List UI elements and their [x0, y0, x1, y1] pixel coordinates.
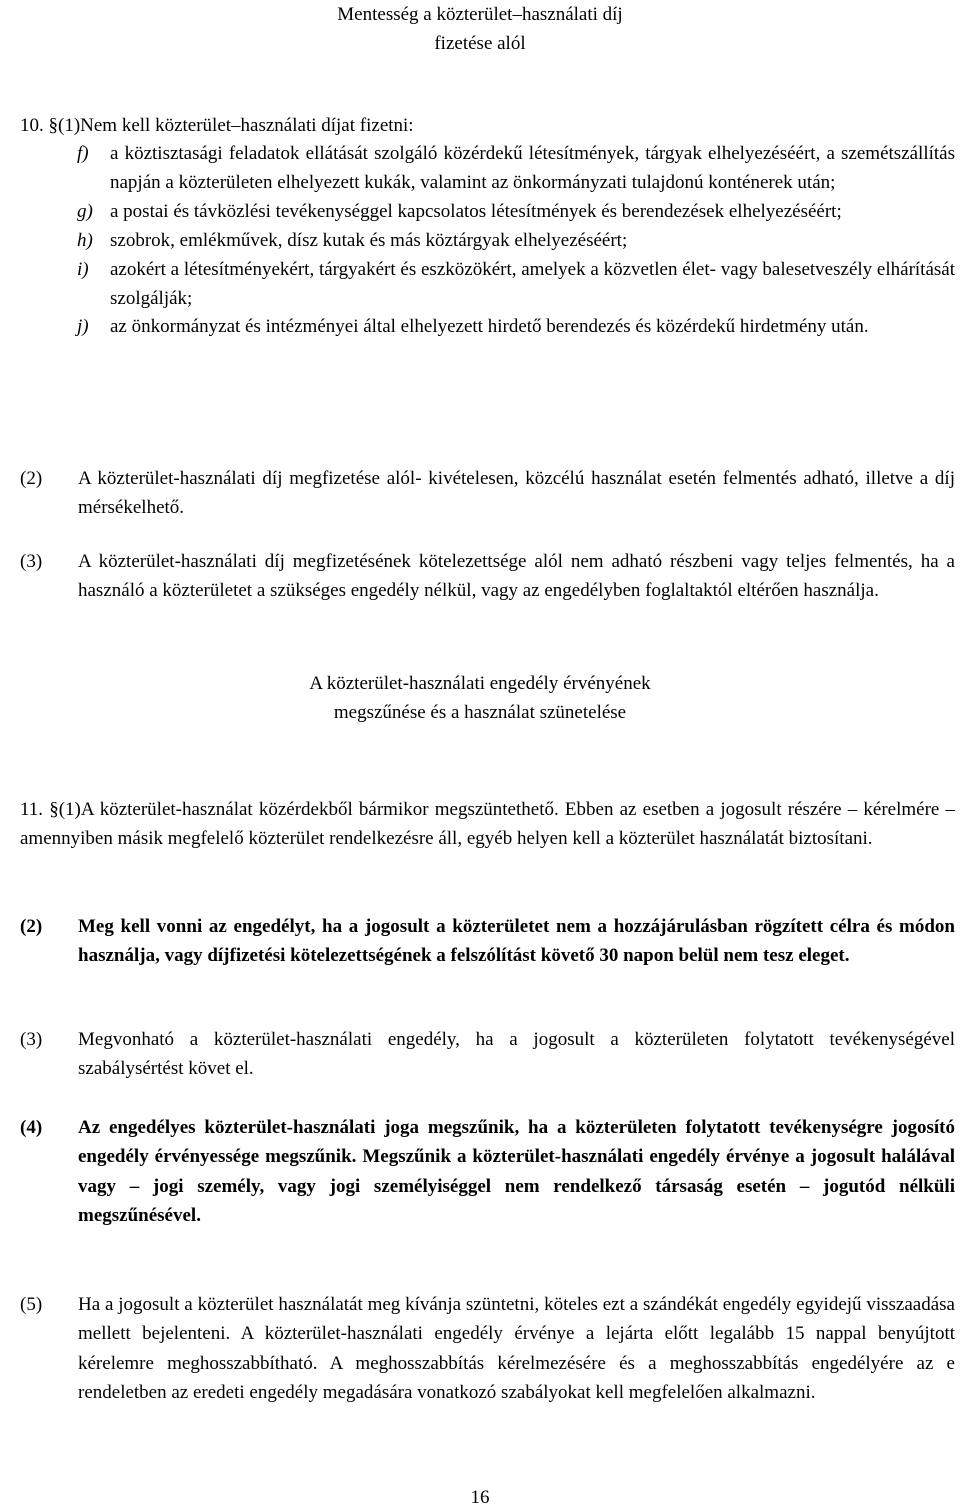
heading-line-1: Mentesség a közterület–használati díj: [337, 4, 623, 25]
section-11-paragraph-3: [20, 1025, 955, 1084]
paragraph-number: (5): [20, 1294, 43, 1315]
section-11-paragraph-5: [20, 1290, 955, 1407]
paragraph-number: (3): [20, 1029, 43, 1050]
paragraph-number: (3): [20, 551, 43, 572]
paragraph-lead-text: (1)A közterület-használat közérdekből bármikor megszüntethető.: [58, 799, 559, 820]
section-heading-exemption: [0, 0, 960, 58]
section-11-paragraph-4: [20, 1113, 955, 1230]
list-item: [77, 256, 955, 314]
list-item-text: a köztisztasági feladatok ellátását szolgáló közérdekű létesítmények, tárgyak elhelyezéséért, a szemétszállítás napján a közterületen elhelyezett kukák, valamint az önkormányzati tulajdonú konténerek után;: [110, 143, 955, 193]
section-11-number: 11. §: [20, 799, 59, 820]
section-10-paragraph-3: [20, 547, 955, 606]
list-item-text: szobrok, emlékművek, dísz kutak és más köztárgyak elhelyezéséért;: [110, 229, 628, 251]
section-10-paragraph-2: [20, 464, 955, 523]
list-item-label: f): [77, 143, 89, 164]
paragraph-text: Meg kell vonni az engedélyt, ha a jogosult a közterületet nem a hozzájárulásban rögzített célra és módon használja, vagy díjfizetési kötelezettségének a felszólítást követő 30 napon belül nem tesz eleget.: [78, 916, 955, 967]
section-10-number: 10. §: [20, 115, 58, 136]
paragraph-text: Az engedélyes közterület-használati joga megszűnik, ha a közterületen folytatott tevékenységre jogosító engedély érvényessége megszűnik. Megszűnik a közterület-használati engedély érvénye a jogosult halálával vagy – jogi személy, vagy jogi személyiséggel nem rendelkező társaság esetén – jogutód nélküli megszűnésével.: [78, 1117, 955, 1226]
paragraph-text: A közterület-használati díj megfizetésének kötelezettsége alól nem adható részbeni vagy teljes felmentés, ha a használó a közterületet a szükséges engedély nélkül, vagy az engedélyben foglaltaktól eltérően használja.: [78, 551, 955, 602]
paragraph-text: Ha a jogosult a közterület használatát meg kívánja szüntetni, köteles ezt a szándékát engedély egyidejű visszaadása mellett bejelenteni. A közterület-használati engedély érvénye a lejárta előtt legalább 15 nappal benyújtott kérelemre meghosszabbítható. A meghosszabbítás kérelmezésére és a meghosszabbítás engedélyére az e rendeletben az eredeti engedély megadására vonatkozó szabályokat kell megfelelően alkalmazni.: [78, 1294, 955, 1403]
list-item-label: h): [77, 229, 93, 251]
list-item-label: i): [77, 258, 89, 280]
section-11-paragraph-2: [20, 912, 955, 971]
section-11-paragraph-1: [20, 795, 955, 854]
paragraph-text: A közterület-használati díj megfizetése alól- kivételesen, közcélú használat esetén felmentés adható, illetve a díj mérsékelhető.: [78, 468, 955, 519]
paragraph-text: Megvonható a közterület-használati engedély, ha a jogosult a közterületen folytatott tevékenységével szabálysértést követ el.: [78, 1029, 955, 1080]
section-10-intro: [20, 111, 955, 140]
heading-line-1: A közterület-használati engedély érvényének: [309, 673, 651, 694]
section-10-intro-text: (1)Nem kell közterület–használati díjat fizetni:: [58, 115, 414, 136]
list-item-label: g): [77, 200, 93, 222]
list-item: [77, 313, 955, 342]
list-item: [77, 198, 955, 227]
list-item-text: azokért a létesítményekért, tárgyakért és eszközökért, amelyek a közvetlen élet- vagy balesetveszély elhárítását szolgálják;: [110, 258, 955, 309]
list-item: [77, 227, 955, 256]
list-item-label: j): [77, 316, 89, 338]
section-heading-termination: [0, 669, 960, 727]
paragraph-number: (4): [20, 1117, 43, 1138]
paragraph-number: (2): [20, 468, 43, 489]
page-number: 16: [470, 1487, 490, 1508]
list-item: [77, 140, 955, 198]
heading-line-2: megszűnése és a használat szünetelése: [333, 702, 627, 723]
list-item-text: a postai és távközlési tevékenységgel kapcsolatos létesítmények és berendezések elhelyezéséért;: [110, 200, 842, 222]
list-item-text: az önkormányzat és intézményei által elhelyezett hirdető berendezés és közérdekű hirdetmény után.: [110, 316, 869, 338]
exemption-list: [77, 140, 955, 342]
paragraph-number: (2): [20, 916, 43, 937]
paragraph-text: Ebben az esetben a jogosult részére – kérelmére – amennyiben másik megfelelő közterület rendelkezésre áll, egyéb helyen kell a közterület használatát biztosítani.: [20, 799, 956, 850]
heading-line-2: fizetése alól: [434, 33, 526, 54]
